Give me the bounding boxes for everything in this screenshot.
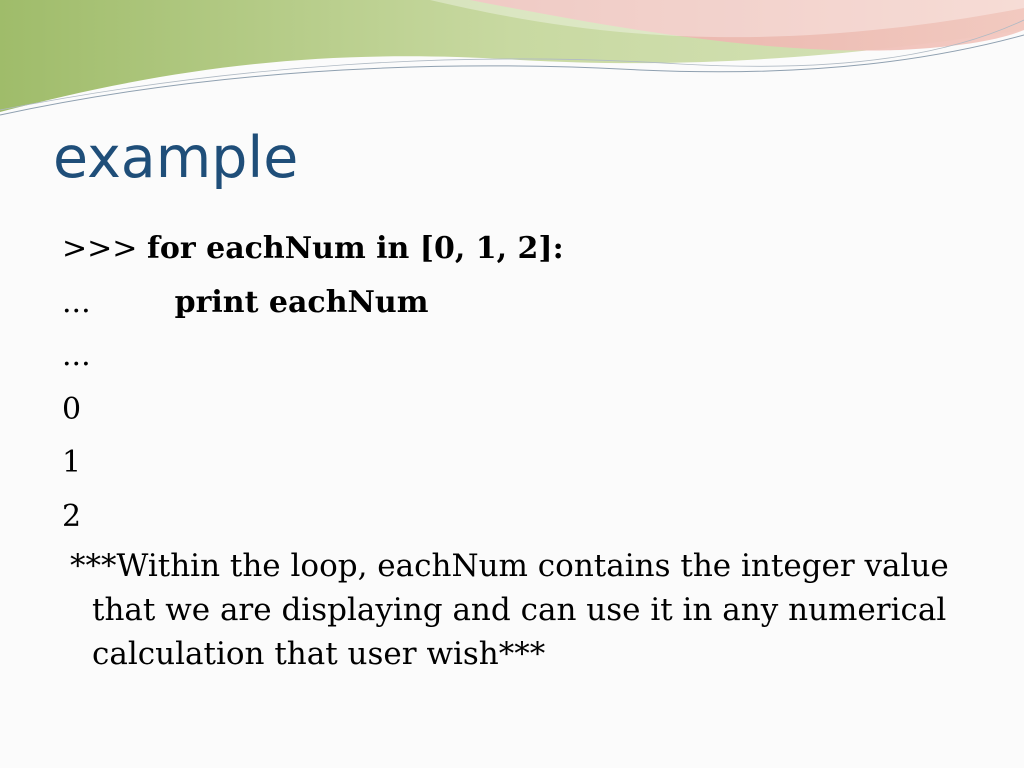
header-decoration bbox=[0, 0, 1024, 120]
output-line: 1 bbox=[62, 445, 82, 480]
print-code: print eachNum bbox=[174, 284, 429, 320]
slide-title: example bbox=[53, 125, 299, 191]
explanation-note: ***Within the loop, eachNum contains the integer value that we are displaying and can use it in any numerical calculation that user wish*** bbox=[70, 548, 949, 672]
code-example bbox=[62, 222, 982, 543]
output-line: 2 bbox=[62, 498, 82, 534]
code-line-print bbox=[62, 276, 982, 330]
code-line-loop bbox=[62, 222, 982, 276]
loop-code: for eachNum in [0, 1, 2]: bbox=[146, 231, 564, 266]
continuation-prompt: ... bbox=[62, 284, 91, 320]
prompt: >>> bbox=[62, 231, 147, 266]
output-line: 0 bbox=[62, 391, 82, 427]
code-line-continuation: ... bbox=[62, 338, 91, 373]
